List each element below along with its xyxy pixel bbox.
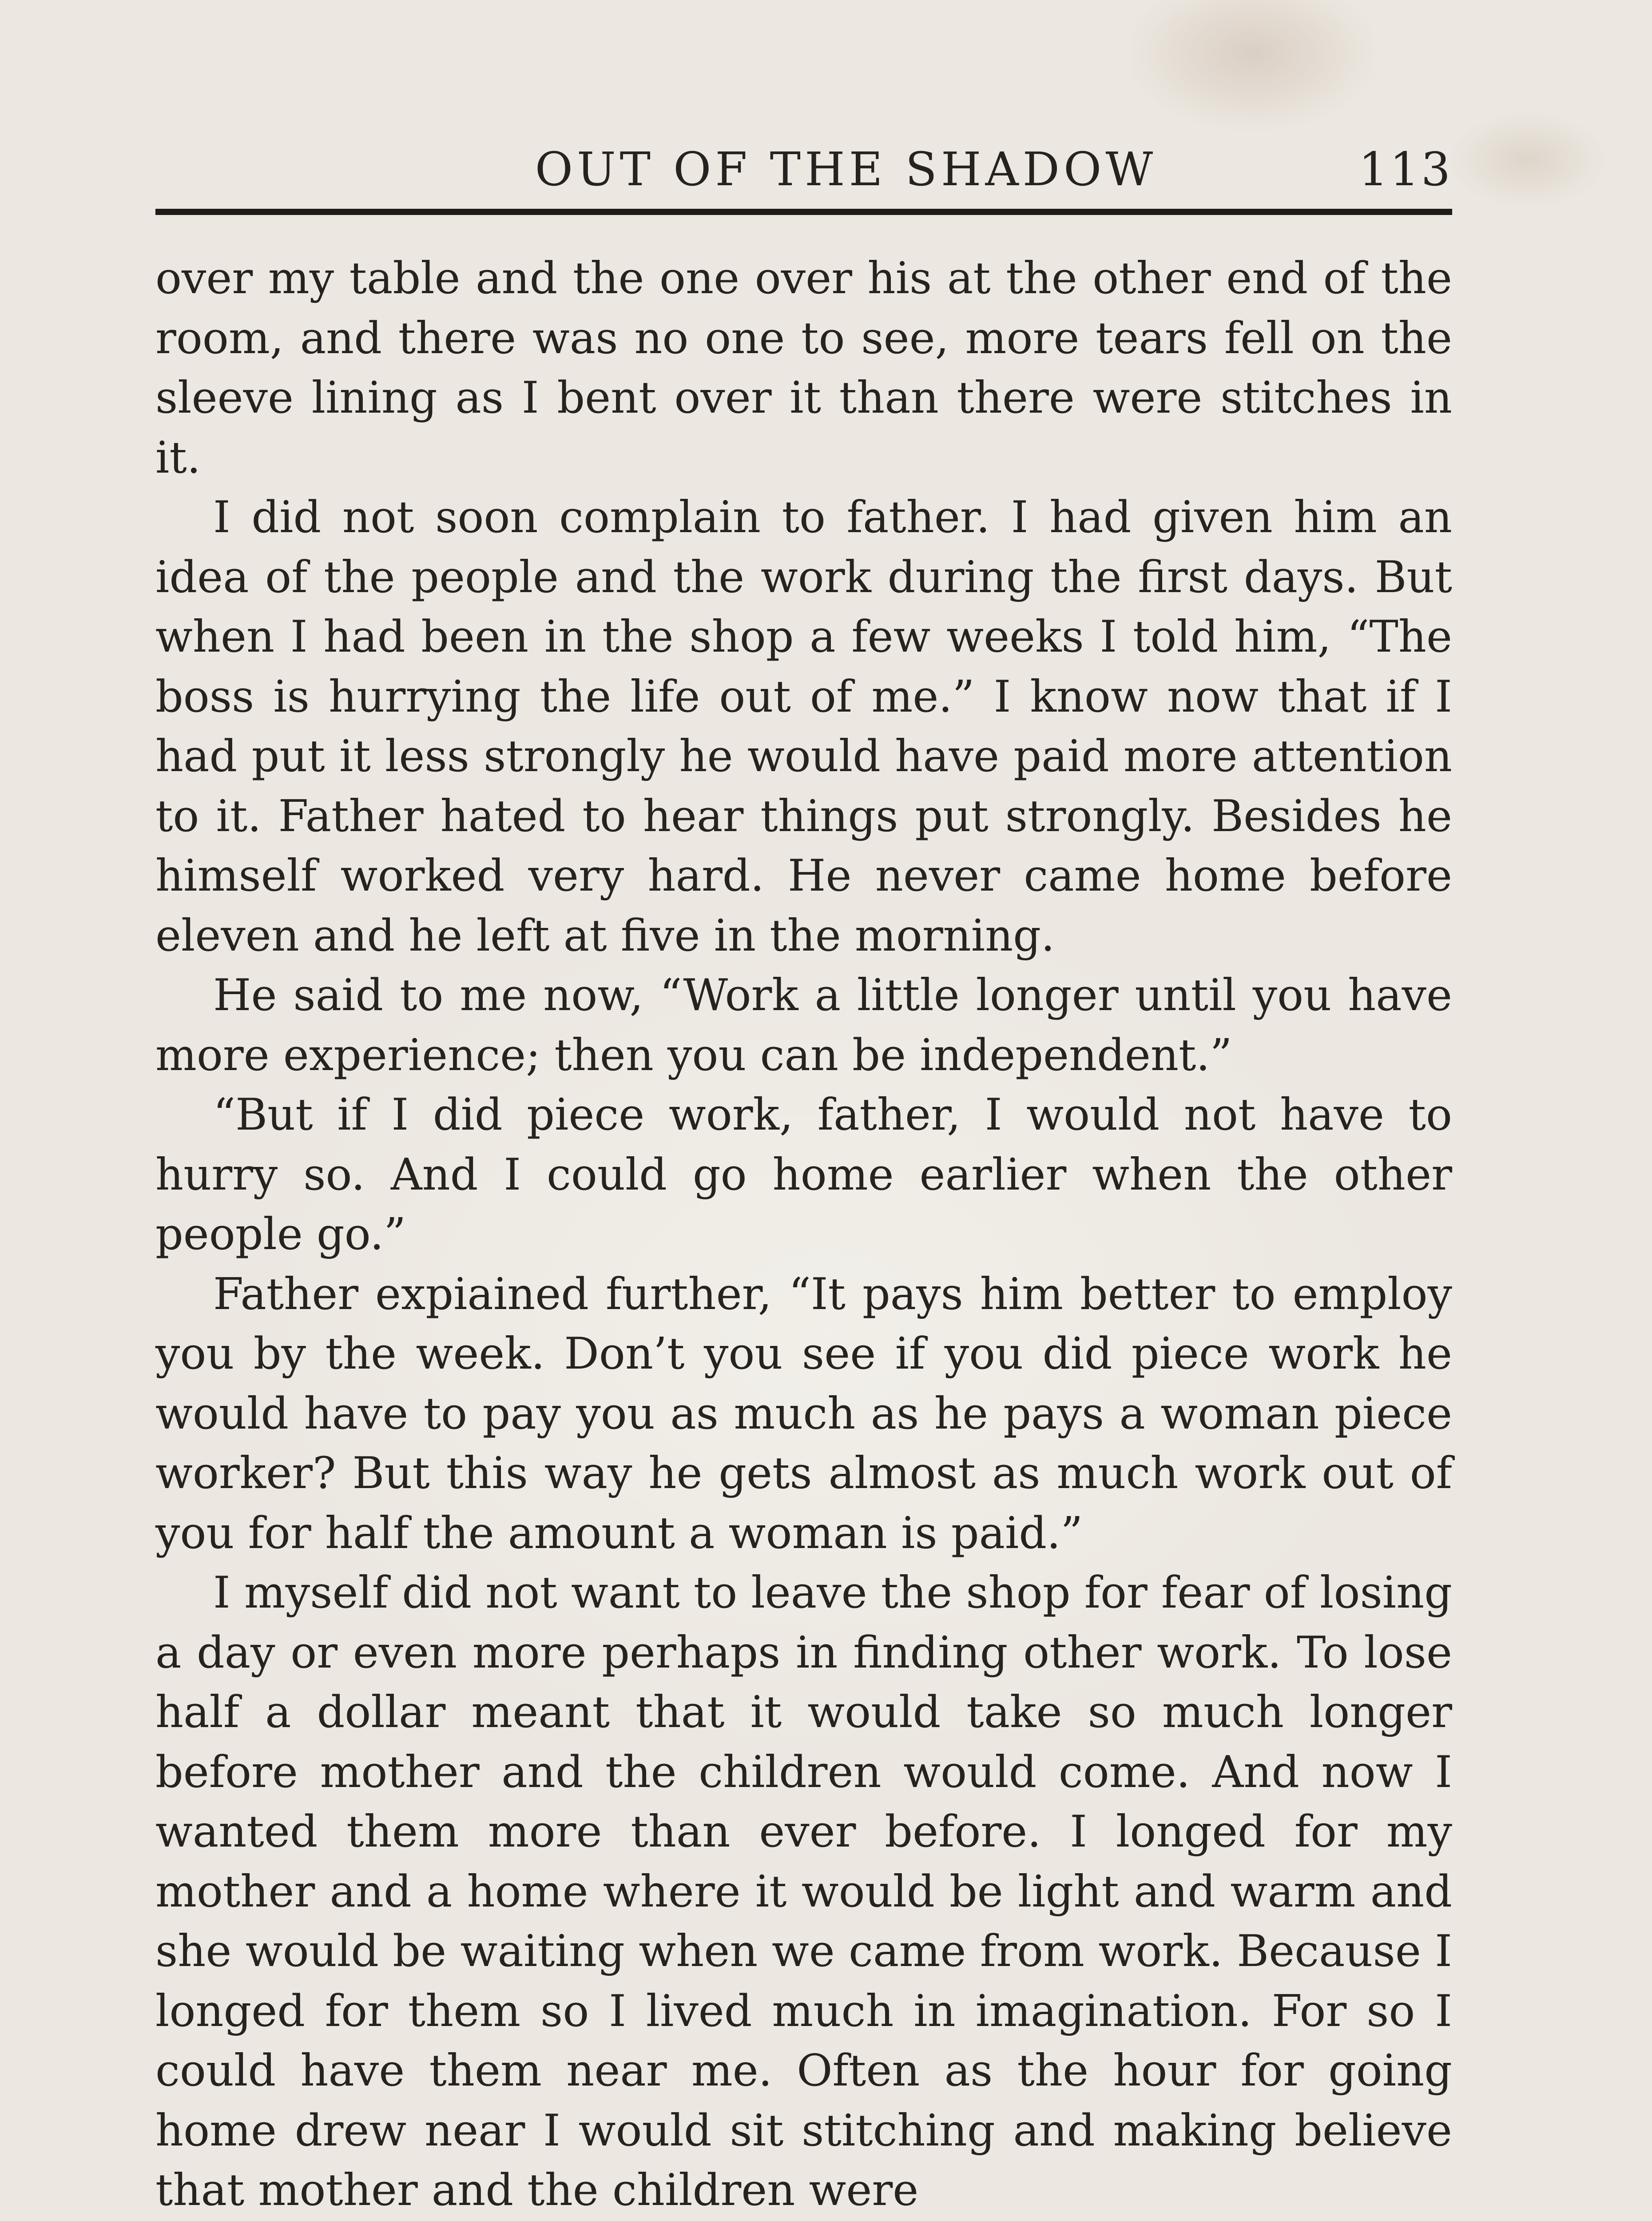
paragraph-6: I myself did not want to leave the shop for fear of losing a day or even more perhaps in finding other work. To lose half a dollar meant that it would take so much longer before mother and the children would come. And now I wanted them more than ever before. I longed for my mother and a home where it would be light and warm and she would be waiting when we came from work. Because I longed for them so I lived much in imagination. For so I could have them near me. Often as the hour for going home drew near I would sit stitching and making believe that mother and the children were [155, 1568, 1452, 2216]
paragraph-1: over my table and the one over his at the other end of the room, and there was no one to see, more tears fell on the sleeve lining as I bent over it than there were stitches in it. [155, 253, 1452, 483]
paragraph-3: He said to me now, “Work a little longer until you have more experience; then you can be independent.” [155, 970, 1452, 1081]
running-head [155, 133, 1452, 209]
body-text [155, 249, 1452, 2221]
header-rule [155, 209, 1452, 215]
running-title: OUT OF THE SHADOW [535, 142, 1157, 196]
paragraph-4: “But if I did piece work, father, I would not have to hurry so. And I could go home earlier when the other people go.” [155, 1090, 1452, 1260]
paragraph-2: I did not soon complain to father. I had given him an idea of the people and the work during the first days. But when I had been in the shop a few weeks I told him, “The boss is hurrying the life out of me.” I know now that if I had put it less strongly he would have paid more attention to it. Father hated to hear things put strongly. Besides he himself worked very hard. He never came home before eleven and he left at five in the morning. [155, 492, 1452, 961]
page-number: 113 [1358, 142, 1452, 196]
paragraph-5: Father expiained further, “It pays him better to employ you by the week. Don’t you see if you did piece work he would have to pay you as much as he pays a woman piece worker? But this way he gets almost as much work out of you for half the amount a woman is paid.” [155, 1269, 1452, 1559]
